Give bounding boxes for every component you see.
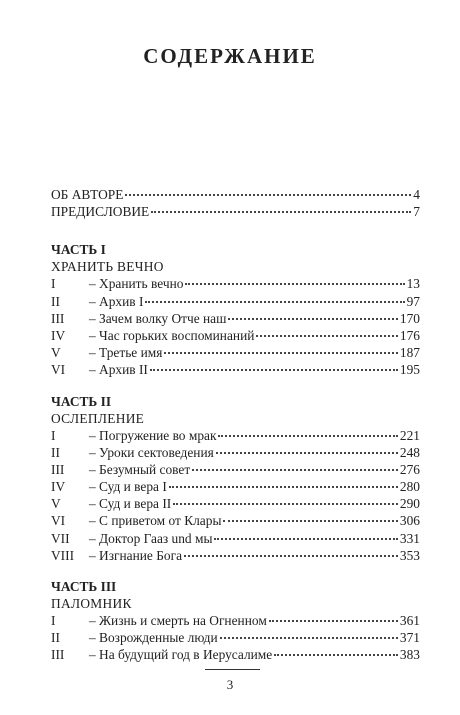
chapter-title: – Доктор Гааз und мы xyxy=(89,530,213,546)
dot-leader xyxy=(173,502,398,505)
dot-leader xyxy=(214,537,397,540)
chapter-title: – Изгнание Бога xyxy=(89,547,183,563)
chapter-number: II xyxy=(51,293,60,309)
dot-leader xyxy=(220,636,398,639)
dot-leader xyxy=(269,619,398,622)
dot-leader xyxy=(274,653,398,656)
toc-chapter xyxy=(51,327,420,344)
page-title: СОДЕРЖАНИЕ xyxy=(143,44,317,68)
toc-entry-about-author xyxy=(51,186,420,203)
chapter-title: – Третье имя xyxy=(89,345,163,361)
chapter-title: – Жизнь и смерть на Огненном xyxy=(89,613,267,628)
chapter-title: – Хранить вечно xyxy=(89,276,184,292)
toc-page-number: 4 xyxy=(413,187,420,202)
chapter-page: 221 xyxy=(399,427,420,443)
chapter-page: 187 xyxy=(399,345,420,361)
chapter-number: VI xyxy=(51,513,66,529)
chapter-page: 383 xyxy=(399,647,420,663)
chapter-number: I xyxy=(51,276,56,292)
part-title: ПАЛОМНИК xyxy=(51,596,132,611)
chapter-number: I xyxy=(51,613,56,628)
chapter-page: 195 xyxy=(399,362,420,378)
chapter-title: – Час горьких воспоминаний xyxy=(89,327,255,343)
chapter-page: 280 xyxy=(399,479,420,495)
chapter-page: 176 xyxy=(399,327,420,343)
chapter-page: 306 xyxy=(399,513,420,529)
toc-chapter xyxy=(51,512,420,529)
chapter-page: 97 xyxy=(406,293,420,309)
toc-chapter xyxy=(51,547,420,564)
chapter-number: VIII xyxy=(51,547,75,563)
footer-rule xyxy=(205,669,260,670)
part-title: ОСЛЕПЛЕНИЕ xyxy=(51,410,145,426)
dot-leader xyxy=(192,468,398,471)
toc-chapter xyxy=(51,495,420,512)
chapter-number: III xyxy=(51,647,65,663)
toc-entry-label: ОБ АВТОРЕ xyxy=(51,187,124,202)
chapter-title: – На будущий год в Иерусалиме xyxy=(89,647,273,663)
toc-chapter xyxy=(51,478,420,495)
dot-leader xyxy=(228,317,397,320)
chapter-number: IV xyxy=(51,327,66,343)
chapter-number: VI xyxy=(51,362,66,378)
toc-chapter xyxy=(51,310,420,327)
toc-chapter xyxy=(51,530,420,547)
dot-leader xyxy=(184,554,398,557)
toc-chapter xyxy=(51,646,420,663)
toc-chapter xyxy=(51,427,420,444)
chapter-title: – С приветом от Клары xyxy=(89,513,222,529)
part-label: ЧАСТЬ II xyxy=(51,393,112,409)
chapter-page: 371 xyxy=(399,630,420,646)
chapter-title: – Зачем волку Отче наш xyxy=(89,310,227,326)
chapter-number: III xyxy=(51,310,65,326)
chapter-title: – Суд и вера I xyxy=(89,479,167,495)
chapter-page: 276 xyxy=(399,461,420,477)
toc-entry-preface xyxy=(51,203,420,220)
chapter-number: V xyxy=(51,345,61,361)
chapter-title: – Безумный совет xyxy=(89,461,191,477)
chapter-page: 290 xyxy=(399,496,420,512)
toc-chapter xyxy=(51,344,420,361)
dot-leader xyxy=(145,300,404,303)
toc-entry-label: ПРЕДИСЛОВИЕ xyxy=(51,204,150,220)
chapter-title: – Уроки сектоведения xyxy=(89,444,214,460)
dot-leader xyxy=(256,334,397,337)
chapter-title: – Суд и вера II xyxy=(89,496,172,512)
chapter-page: 170 xyxy=(399,310,420,326)
dot-leader xyxy=(169,485,398,488)
dot-leader xyxy=(151,210,411,213)
dot-leader xyxy=(216,451,398,454)
chapter-number: II xyxy=(51,444,60,460)
chapter-page: 331 xyxy=(399,530,420,546)
chapter-page: 248 xyxy=(399,444,420,460)
dot-leader xyxy=(218,434,397,437)
chapter-number: VII xyxy=(51,530,70,546)
toc-chapter xyxy=(51,275,420,292)
toc-chapter xyxy=(51,629,420,646)
chapter-page: 361 xyxy=(399,613,420,628)
chapter-number: IV xyxy=(51,479,66,495)
chapter-number: III xyxy=(51,461,65,477)
dot-leader xyxy=(164,351,398,354)
part-title: ХРАНИТЬ ВЕЧНО xyxy=(51,259,164,275)
page-number: 3 xyxy=(226,677,234,692)
toc-chapter xyxy=(51,461,420,478)
toc-chapter xyxy=(51,293,420,310)
chapter-number: II xyxy=(51,630,60,646)
chapter-title: – Возрожденные люди xyxy=(89,630,218,646)
dot-leader xyxy=(185,282,404,285)
chapter-title: – Архив I xyxy=(89,293,144,309)
dot-leader xyxy=(223,519,397,522)
part-label: ЧАСТЬ I xyxy=(51,242,106,258)
chapter-title: – Архив II xyxy=(89,362,148,378)
part-label: ЧАСТЬ III xyxy=(51,579,117,594)
dot-leader xyxy=(125,193,411,196)
dot-leader xyxy=(150,368,398,371)
chapter-page: 353 xyxy=(399,547,420,563)
toc-page-number: 7 xyxy=(413,204,420,220)
toc-chapter xyxy=(51,444,420,461)
chapter-number: I xyxy=(51,427,56,443)
toc-chapter xyxy=(51,361,420,378)
table-of-contents xyxy=(51,186,420,664)
chapter-page: 13 xyxy=(406,276,420,292)
chapter-number: V xyxy=(51,496,61,512)
toc-chapter xyxy=(51,612,420,629)
chapter-title: – Погружение во мрак xyxy=(89,427,217,443)
